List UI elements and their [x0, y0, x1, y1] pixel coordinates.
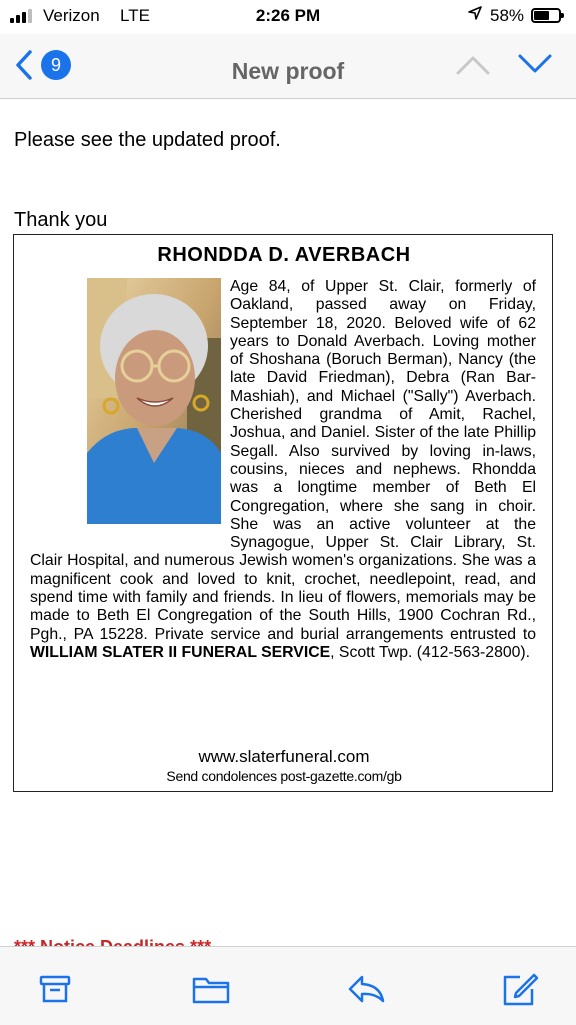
obituary-text-tail: , Scott Twp. (412-563-2800). [330, 643, 531, 661]
bottom-toolbar [0, 946, 576, 1025]
funeral-website: www.slaterfuneral.com [198, 747, 370, 766]
obituary-name: RHONDDA D. AVERBACH [157, 244, 411, 266]
network-type: LTE [120, 6, 150, 25]
next-message-icon[interactable] [518, 52, 552, 79]
previous-message-icon[interactable] [456, 54, 490, 81]
notice-deadlines-text [14, 937, 211, 946]
obituary-text-lead: Age 84, of Upper St. Clair, formerly of Oakland, passed away on Friday, September 18, 2020. Beloved wife of 62 years to Donald Averbach. Loving mother of Shoshana (Boruch Berman), Nancy (the late David Friedman), Debra (Ran Bar-Mashiah), and Michael ("Sally") Averbach. Cherished grandma of Amit, Rachel, Joshua, and Daniel. Sister of the late Phillip Segall. Also survived by loving in-laws, cousins, nieces and nephews. Rhondda was a longtime member of Beth El Congregation, where she sang in choir. She was an active volunteer at the Synagogue, Upper St. Clair Library, St. Clair Hospital, and numerous Jewish women's organizations. She was a magnificent cook and loved to knit, crochet, needlepoint, read, and spend time with family and friends. In lieu of flowers, memorials may be made to Beth El Congregation of the South Hills, 1900 Cochran Rd., Pgh., PA 15228. Private service and burial arrangements entrusted to [30, 278, 536, 643]
funeral-home-name: WILLIAM SLATER II FUNERAL SERVICE [30, 643, 331, 661]
battery-icon [531, 8, 561, 23]
message-line-1: Please see the updated proof. [14, 129, 281, 151]
page-title: New proof [231, 58, 345, 84]
clock: 2:26 PM [255, 6, 321, 25]
condolences-line: Send condolences post-gazette.com/gb [166, 768, 402, 784]
carrier-name: Verizon [43, 6, 100, 25]
compose-icon[interactable] [500, 971, 540, 1007]
folder-icon[interactable] [191, 971, 231, 1007]
reply-icon[interactable] [347, 971, 387, 1007]
archive-icon[interactable] [37, 971, 77, 1007]
nav-bar [0, 34, 576, 99]
message-line-2: Thank you [14, 209, 108, 231]
location-arrow-icon [468, 6, 482, 24]
battery-percent: 58% [490, 6, 525, 25]
obituary-photo [87, 278, 221, 524]
obituary-proof [13, 234, 553, 792]
unread-count-badge[interactable]: 9 [41, 50, 71, 80]
status-bar [0, 0, 576, 34]
